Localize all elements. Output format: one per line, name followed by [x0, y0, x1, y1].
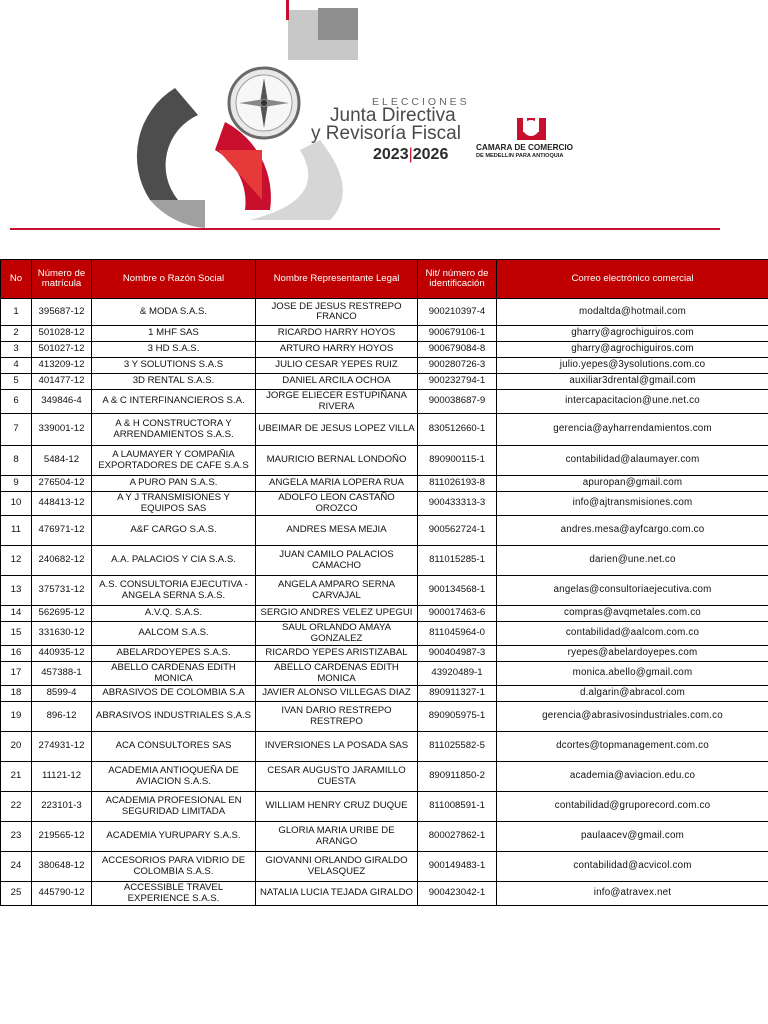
cell-matricula: 562695-12 — [32, 606, 92, 622]
light-arc — [150, 200, 205, 228]
table-row — [1, 662, 768, 686]
cell-nit: 811025582-5 — [418, 732, 497, 762]
cell-no: 13 — [1, 576, 32, 606]
cell-nit: 800027862-1 — [418, 822, 497, 852]
table-row — [1, 326, 768, 342]
cell-representante: WILLIAM HENRY CRUZ DUQUE — [256, 792, 418, 822]
cell-nit: 900433313-3 — [418, 492, 497, 516]
table-row — [1, 606, 768, 622]
cell-representante: RICARDO YEPES ARISTIZABAL — [256, 646, 418, 662]
cell-razon-social: ABELARDOYEPES S.A.S. — [92, 646, 256, 662]
cell-matricula: 476971-12 — [32, 516, 92, 546]
cell-no: 3 — [1, 342, 32, 358]
cell-representante: ADOLFO LEON CASTAÑO OROZCO — [256, 492, 418, 516]
table-row — [1, 576, 768, 606]
cell-razon-social: A.S. CONSULTORIA EJECUTIVA - ANGELA SERNA S.A.S. — [92, 576, 256, 606]
cell-representante: JAVIER ALONSO VILLEGAS DIAZ — [256, 686, 418, 702]
cell-correo: gharry@agrochiguiros.com — [497, 326, 768, 342]
cell-no: 5 — [1, 374, 32, 390]
cell-representante: IVAN DARIO RESTREPO RESTREPO — [256, 702, 418, 732]
cell-correo: auxiliar3drental@gmail.com — [497, 374, 768, 390]
table-row — [1, 299, 768, 326]
red-accent-line — [286, 0, 289, 20]
cell-correo: gharry@agrochiguiros.com — [497, 342, 768, 358]
cell-matricula: 11121-12 — [32, 762, 92, 792]
cell-razon-social: A LAUMAYER Y COMPAÑIA EXPORTADORES DE CAFE S.A.S — [92, 446, 256, 476]
year-start: 2023 — [373, 146, 409, 163]
cell-nit: 900134568-1 — [418, 576, 497, 606]
year-separator: | — [408, 146, 413, 163]
organization-subtitle: DE MEDELLIN PARA ANTIOQUIA — [476, 153, 564, 159]
cell-correo: gerencia@ayharrendamientos.com — [497, 414, 768, 446]
cell-correo: modaltda@hotmail.com — [497, 299, 768, 326]
cell-matricula: 276504-12 — [32, 476, 92, 492]
cell-matricula: 395687-12 — [32, 299, 92, 326]
cell-matricula: 219565-12 — [32, 822, 92, 852]
table-row — [1, 414, 768, 446]
cell-correo: andres.mesa@ayfcargo.com.co — [497, 516, 768, 546]
cell-razon-social: ABRASIVOS INDUSTRIALES S.A.S — [92, 702, 256, 732]
cell-razon-social: 3 HD S.A.S. — [92, 342, 256, 358]
cell-matricula: 5484-12 — [32, 446, 92, 476]
cell-representante: JORGE ELIECER ESTUPIÑANA RIVERA — [256, 390, 418, 414]
cell-no: 18 — [1, 686, 32, 702]
table-row — [1, 374, 768, 390]
table-header-row — [1, 260, 768, 299]
table-body — [1, 299, 768, 906]
cell-correo: contabilidad@gruporecord.com.co — [497, 792, 768, 822]
year-end: 2026 — [412, 146, 449, 163]
table-row — [1, 546, 768, 576]
table-row — [1, 646, 768, 662]
table-row — [1, 686, 768, 702]
cell-correo: gerencia@abrasivosindustriales.com.co — [497, 702, 768, 732]
cell-razon-social: 3 Y SOLUTIONS S.A.S — [92, 358, 256, 374]
cell-correo: ryepes@abelardoyepes.com — [497, 646, 768, 662]
cell-representante: ABELLO CARDENAS EDITH MONICA — [256, 662, 418, 686]
table-row — [1, 882, 768, 906]
cell-nit: 900210397-4 — [418, 299, 497, 326]
cell-razon-social: A Y J TRANSMISIONES Y EQUIPOS SAS — [92, 492, 256, 516]
cell-nit: 811015285-1 — [418, 546, 497, 576]
cell-no: 6 — [1, 390, 32, 414]
cell-no: 1 — [1, 299, 32, 326]
cell-razon-social: & MODA S.A.S. — [92, 299, 256, 326]
cell-razon-social: A & H CONSTRUCTORA Y ARRENDAMIENTOS S.A.S. — [92, 414, 256, 446]
cell-no: 2 — [1, 326, 32, 342]
table-row — [1, 822, 768, 852]
cell-no: 9 — [1, 476, 32, 492]
col-nit-header: Nit/ número de identificación — [418, 260, 497, 299]
cell-correo: d.algarin@abracol.com — [497, 686, 768, 702]
cell-no: 21 — [1, 762, 32, 792]
camara-logo-icon — [517, 118, 546, 140]
term-years — [373, 146, 448, 164]
cell-nit: 830512660-1 — [418, 414, 497, 446]
cell-razon-social: A PURO PAN S.A.S. — [92, 476, 256, 492]
cell-matricula: 349846-4 — [32, 390, 92, 414]
cell-matricula: 8599-4 — [32, 686, 92, 702]
cell-no: 16 — [1, 646, 32, 662]
cell-razon-social: A&F CARGO S.A.S. — [92, 516, 256, 546]
cell-matricula: 501028-12 — [32, 326, 92, 342]
cell-razon-social: ACCESORIOS PARA VIDRIO DE COLOMBIA S.A.S. — [92, 852, 256, 882]
cell-representante: JUAN CAMILO PALACIOS CAMACHO — [256, 546, 418, 576]
cell-matricula: 440935-12 — [32, 646, 92, 662]
cell-razon-social: ACCESSIBLE TRAVEL EXPERIENCE S.A.S. — [92, 882, 256, 906]
cell-no: 15 — [1, 622, 32, 646]
cell-representante: UBEIMAR DE JESUS LOPEZ VILLA — [256, 414, 418, 446]
col-razon-social-header: Nombre o Razón Social — [92, 260, 256, 299]
cell-nit: 890905975-1 — [418, 702, 497, 732]
cell-representante: DANIEL ARCILA OCHOA — [256, 374, 418, 390]
table-row — [1, 792, 768, 822]
cell-no: 10 — [1, 492, 32, 516]
cell-razon-social: AALCOM S.A.S. — [92, 622, 256, 646]
dark-arc — [137, 88, 198, 200]
cell-representante: NATALIA LUCIA TEJADA GIRALDO — [256, 882, 418, 906]
cell-nit: 900679106-1 — [418, 326, 497, 342]
cell-correo: compras@avqmetales.com.co — [497, 606, 768, 622]
cell-no: 17 — [1, 662, 32, 686]
cell-nit: 890911850-2 — [418, 762, 497, 792]
cell-matricula: 448413-12 — [32, 492, 92, 516]
cell-nit: 900280726-3 — [418, 358, 497, 374]
dark-gray-block — [318, 8, 358, 40]
table-row — [1, 492, 768, 516]
table-row — [1, 446, 768, 476]
cell-representante: GIOVANNI ORLANDO GIRALDO VELASQUEZ — [256, 852, 418, 882]
cell-no: 25 — [1, 882, 32, 906]
cell-matricula: 240682-12 — [32, 546, 92, 576]
cell-representante: ANGELA AMPARO SERNA CARVAJAL — [256, 576, 418, 606]
compass-icon — [229, 68, 299, 138]
cell-nit: 811026193-8 — [418, 476, 497, 492]
cell-no: 8 — [1, 446, 32, 476]
cell-no: 24 — [1, 852, 32, 882]
elections-banner — [0, 0, 768, 240]
cell-no: 19 — [1, 702, 32, 732]
cell-matricula: 896-12 — [32, 702, 92, 732]
table-row — [1, 622, 768, 646]
cell-razon-social: A.A. PALACIOS Y CIA S.A.S. — [92, 546, 256, 576]
cell-nit: 900404987-3 — [418, 646, 497, 662]
cell-representante: INVERSIONES LA POSADA SAS — [256, 732, 418, 762]
cell-nit: 900232794-1 — [418, 374, 497, 390]
cell-no: 23 — [1, 822, 32, 852]
cell-correo: info@ajtransmisiones.com — [497, 492, 768, 516]
cell-correo: angelas@consultoriaejecutiva.com — [497, 576, 768, 606]
cell-no: 14 — [1, 606, 32, 622]
col-correo-header: Correo electrónico comercial — [497, 260, 768, 299]
table-row — [1, 762, 768, 792]
cell-razon-social: ACADEMIA ANTIOQUEÑA DE AVIACION S.A.S. — [92, 762, 256, 792]
cell-matricula: 274931-12 — [32, 732, 92, 762]
cell-representante: JOSE DE JESUS RESTREPO FRANCO — [256, 299, 418, 326]
table-row — [1, 516, 768, 546]
candidates-table — [0, 259, 768, 906]
cell-correo: paulaacev@gmail.com — [497, 822, 768, 852]
cell-nit: 811008591-1 — [418, 792, 497, 822]
table-row — [1, 702, 768, 732]
cell-razon-social: ACADEMIA YURUPARY S.A.S. — [92, 822, 256, 852]
cell-nit: 900149483-1 — [418, 852, 497, 882]
cell-nit: 43920489-1 — [418, 662, 497, 686]
cell-nit: 890900115-1 — [418, 446, 497, 476]
cell-correo: julio.yepes@3ysolutions.com.co — [497, 358, 768, 374]
cell-representante: MAURICIO BERNAL LONDOÑO — [256, 446, 418, 476]
cell-nit: 890911327-1 — [418, 686, 497, 702]
cell-no: 4 — [1, 358, 32, 374]
cell-representante: SAUL ORLANDO AMAYA GONZALEZ — [256, 622, 418, 646]
cell-no: 12 — [1, 546, 32, 576]
cell-representante: SERGIO ANDRES VELEZ UPEGUI — [256, 606, 418, 622]
cell-razon-social: A.V.Q. S.A.S. — [92, 606, 256, 622]
cell-correo: contabilidad@alaumayer.com — [497, 446, 768, 476]
cell-matricula: 413209-12 — [32, 358, 92, 374]
table-row — [1, 358, 768, 374]
table-row — [1, 732, 768, 762]
cell-nit: 900423042-1 — [418, 882, 497, 906]
cell-nit: 811045964-0 — [418, 622, 497, 646]
cell-nit: 900679084-8 — [418, 342, 497, 358]
candidates-table-container — [0, 259, 768, 906]
cell-matricula: 331630-12 — [32, 622, 92, 646]
cell-matricula: 375731-12 — [32, 576, 92, 606]
cell-matricula: 223101-3 — [32, 792, 92, 822]
cell-representante: CESAR AUGUSTO JARAMILLO CUESTA — [256, 762, 418, 792]
cell-matricula: 457388-1 — [32, 662, 92, 686]
cell-correo: intercapacitacion@une.net.co — [497, 390, 768, 414]
cell-representante: ANGELA MARIA LOPERA RUA — [256, 476, 418, 492]
col-no-header: No — [1, 260, 32, 299]
col-matricula-header: Número de matrícula — [32, 260, 92, 299]
cell-matricula: 339001-12 — [32, 414, 92, 446]
election-label: ELECCIONES — [372, 96, 470, 108]
cell-matricula: 401477-12 — [32, 374, 92, 390]
cell-razon-social: ACA CONSULTORES SAS — [92, 732, 256, 762]
cell-correo: darien@une.net.co — [497, 546, 768, 576]
cell-no: 22 — [1, 792, 32, 822]
cell-representante: RICARDO HARRY HOYOS — [256, 326, 418, 342]
banner-underline — [10, 228, 720, 230]
col-representante-header: Nombre Representante Legal — [256, 260, 418, 299]
cell-matricula: 501027-12 — [32, 342, 92, 358]
cell-matricula: 445790-12 — [32, 882, 92, 906]
cell-representante: ANDRES MESA MEJIA — [256, 516, 418, 546]
table-row — [1, 390, 768, 414]
cell-razon-social: 1 MHF SAS — [92, 326, 256, 342]
cell-correo: academia@aviacion.edu.co — [497, 762, 768, 792]
table-row — [1, 476, 768, 492]
cell-razon-social: 3D RENTAL S.A.S. — [92, 374, 256, 390]
banner-title-line1: Junta Directiva — [330, 105, 456, 126]
cell-correo: contabilidad@aalcom.com.co — [497, 622, 768, 646]
cell-matricula: 380648-12 — [32, 852, 92, 882]
cell-nit: 900038687-9 — [418, 390, 497, 414]
banner-title-line2: y Revisoría Fiscal — [311, 123, 461, 144]
table-row — [1, 852, 768, 882]
table-row — [1, 342, 768, 358]
cell-no: 7 — [1, 414, 32, 446]
cell-razon-social: ABRASIVOS DE COLOMBIA S.A — [92, 686, 256, 702]
cell-no: 20 — [1, 732, 32, 762]
cell-representante: GLORIA MARIA URIBE DE ARANGO — [256, 822, 418, 852]
cell-razon-social: ACADEMIA PROFESIONAL EN SEGURIDAD LIMITADA — [92, 792, 256, 822]
cell-no: 11 — [1, 516, 32, 546]
cell-nit: 900017463-6 — [418, 606, 497, 622]
cell-correo: monica.abello@gmail.com — [497, 662, 768, 686]
cell-correo: dcortes@topmanagement.com.co — [497, 732, 768, 762]
cell-representante: ARTURO HARRY HOYOS — [256, 342, 418, 358]
cell-correo: apuropan@gmail.com — [497, 476, 768, 492]
cell-representante: JULIO CESAR YEPES RUIZ — [256, 358, 418, 374]
cell-correo: contabilidad@acvicol.com — [497, 852, 768, 882]
cell-nit: 900562724-1 — [418, 516, 497, 546]
cell-correo: info@atravex.net — [497, 882, 768, 906]
cell-razon-social: ABELLO CARDENAS EDITH MONICA — [92, 662, 256, 686]
organization-name: CAMARA DE COMERCIO — [476, 143, 574, 152]
cell-razon-social: A & C INTERFINANCIEROS S.A. — [92, 390, 256, 414]
